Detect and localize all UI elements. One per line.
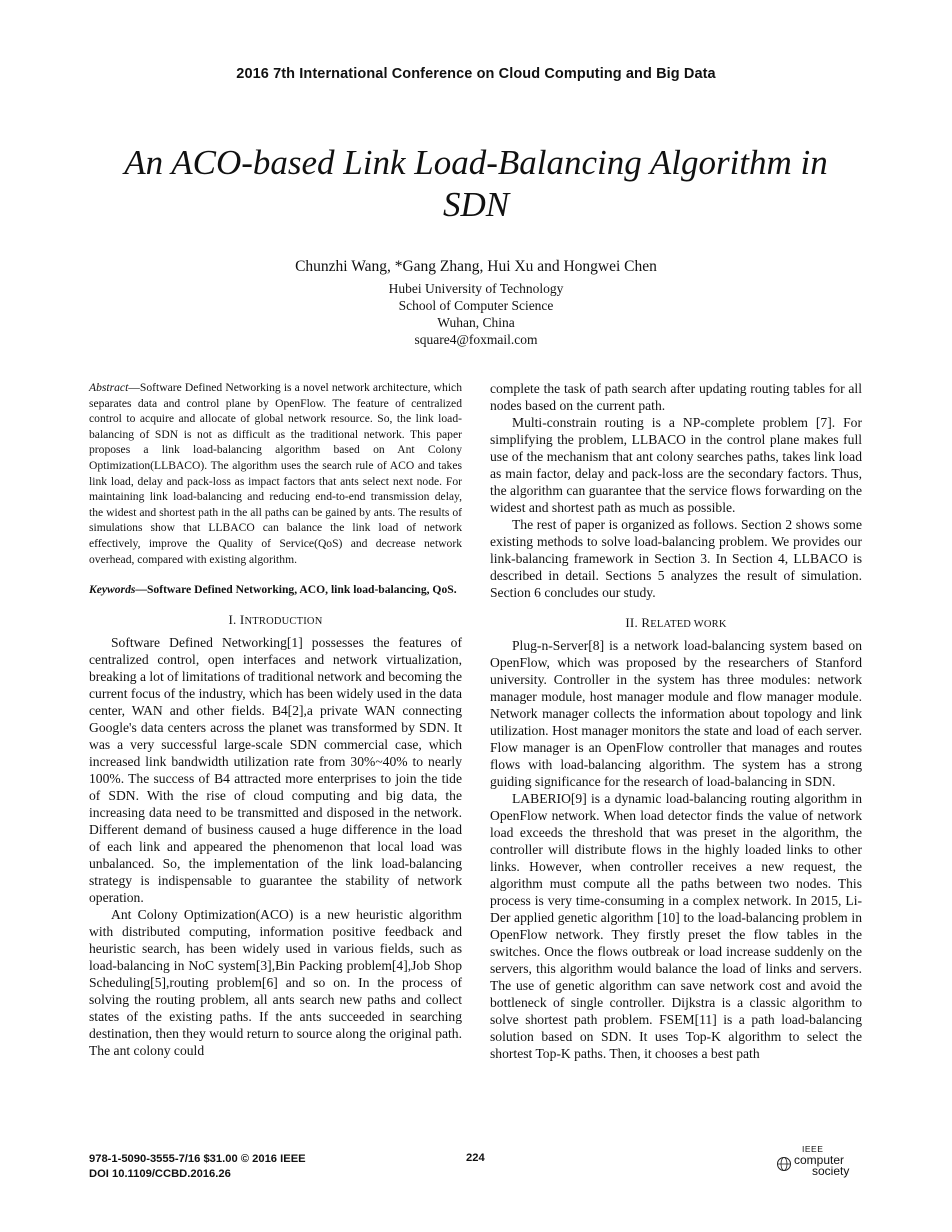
author-email[interactable]: square4@foxmail.com: [414, 332, 538, 347]
authors: Chunzhi Wang, *Gang Zhang, Hui Xu and Hongwei Chen: [295, 258, 657, 275]
footer-isbn: 978-1-5090-3555-7/16 $31.00 © 2016 IEEE: [89, 1153, 306, 1165]
paper-title: [60, 142, 892, 226]
logo-computer-text: computer: [794, 1153, 845, 1167]
keywords-label: Keywords: [89, 583, 136, 597]
keywords-text: —Software Defined Networking, ACO, link load-balancing, QoS.: [135, 583, 457, 597]
intro-paragraph-3: Multi-constrain routing is a NP-complete problem [7]. For simplifying the problem, LLBACO in the control plane makes full use of the mechanism that ant colony searches paths, takes link load as main factor, delay and pack-loss are the secondary factors. Thus, the algorithm can guarantee that the service flows forwarding on the widest and shortest path as much as possible.: [490, 415, 862, 515]
abstract: [89, 380, 462, 567]
footer-doi: DOI 10.1109/CCBD.2016.26: [89, 1168, 231, 1180]
intro-continuation: complete the task of path search after updating routing tables for all nodes based on the current path.: [490, 381, 862, 413]
related-paragraph-1: Plug-n-Server[8] is a network load-balancing system based on OpenFlow, which was proposed by the researchers of Stanford university. Controller in the system has three modules: network manager module, host manager module and flow manager module. Network manager collects the information about topology and link utilization. Host manager monitors the state and load of each server. Flow manager is an OpenFlow controller that manages and routes flows with load-balancing algorithm. The system has a strong guiding significance for the research of load-balancing in SDN.: [490, 638, 862, 789]
footer-publication-info: [89, 1152, 306, 1182]
logo-ieee-text: IEEE: [802, 1144, 824, 1154]
intro-paragraph-4: The rest of paper is organized as follows. Section 2 shows some existing methods to solve load-balancing problem. We provides our link-balancing framework in Section 3. In Section 4, LLBACO is described in detail. Sections 5 analyzes the result of simulation. Section 6 concludes our study.: [490, 517, 862, 600]
ieee-computer-society-logo: [776, 1144, 866, 1178]
affiliation-school: School of Computer Science: [398, 298, 554, 313]
logo-society-text: society: [812, 1164, 850, 1178]
intro-paragraph-1: Software Defined Networking[1] possesses the features of centralized control, open interfaces and network virtualization, breaking a lot of limitations of traditional network and becoming the current focus of the industry, which has been widely used in the data center, WAN and other fields. B4[2],a private WAN connecting Google's data centers across the planet was transformed by SDN. It was a very successful large-scale SDN commercial case, which increased link bandwidth utilization rate from 30%~40% to nearly 100%. The success of B4 attracted more enterprises to join the tide of SDN. With the rise of cloud computing and big data, the increasing data need to be transmitted and disposed in the network. Different demand of business caused a huge difference in the load of each link and appeared the phenomenon that local load was unbalanced. So, the implementation of the link load-balancing strategy is indispensable to guarantee the stability of network operation.: [89, 634, 462, 905]
section-heading-introduction: I. INTRODUCTION: [228, 611, 323, 627]
left-column: [89, 380, 462, 1059]
paper-title-line-1: An ACO-based Link Load-Balancing Algorithm in: [124, 143, 828, 182]
affiliation: [0, 280, 952, 348]
related-paragraph-2: LABERIO[9] is a dynamic load-balancing routing algorithm in OpenFlow network. When load detector finds the value of network load exceeds the threshold that was preset in the algorithm, the controller will distribute flows in the highly loaded links to other links. However, when controller receives a new request, the algorithm must compute all the paths between two nodes. This process is very time-consuming in a complex network. In 2015, Li-Der applied genetic algorithm [10] to the load-balancing problem in OpenFlow network. They firstly preset the flow tables in the switches. Once the flows outbreak or load increase suddenly on the servers, this algorithm would balance the load of links and servers. The use of genetic algorithm can save network cost and avoid the bottleneck of single controller. Dijkstra is a classic algorithm to solve shortest path problem. FSEM[11] is a path load-balancing solution based on SDN. It uses Top-K algorithm to select the shortest Top-K paths. Then, it chooses a best path: [490, 791, 862, 1061]
section-heading-related-work: II. RELATED WORK: [625, 615, 727, 630]
page-number: 224: [466, 1152, 485, 1164]
globe-icon: [776, 1156, 792, 1172]
abstract-text: —Software Defined Networking is a novel network architecture, which separates data and control plane by OpenFlow. The feature of centralized control to acquire and allocate of global network resource. So, the link load-balancing of SDN is not as difficult as the traditional network. This paper proposes a link load-balancing algorithm based on Ant Colony Optimization(LLBACO). The algorithm uses the search rule of ACO and takes link load, delay and pack-loss as impact factors that ants select next node. For maintaining link load-balancing and reducing end-to-end transmission delay, the widest and shortest path in the all paths can be gained by ants. The results of simulations show that LLBACO can balance the link load of network effectively, improve the Quality of Service(QoS) and decrease network overhead, compared with existing algorithm.: [89, 381, 462, 566]
paper-title-line-2: SDN: [442, 185, 510, 224]
abstract-label: Abstract: [89, 381, 129, 394]
conference-header: 2016 7th International Conference on Cloud Computing and Big Data: [236, 66, 716, 82]
keywords: [89, 582, 462, 598]
intro-paragraph-2: Ant Colony Optimization(ACO) is a new heuristic algorithm with distributed computing, information positive feedback and heuristic search, has been widely used in various fields, such as load-balancing in NoC system[3],Bin Packing problem[4],Job Shop Scheduling[5],routing problem[6] and so on. In the process of solving the routing problem, all ants search new paths and collect states of the existing paths. If the ants succeeded in searching destination, then they would return to source along the original path. The ant colony could: [89, 906, 462, 1058]
right-column: [490, 380, 862, 1062]
affiliation-location: Wuhan, China: [437, 315, 515, 330]
affiliation-university: Hubei University of Technology: [388, 281, 564, 296]
